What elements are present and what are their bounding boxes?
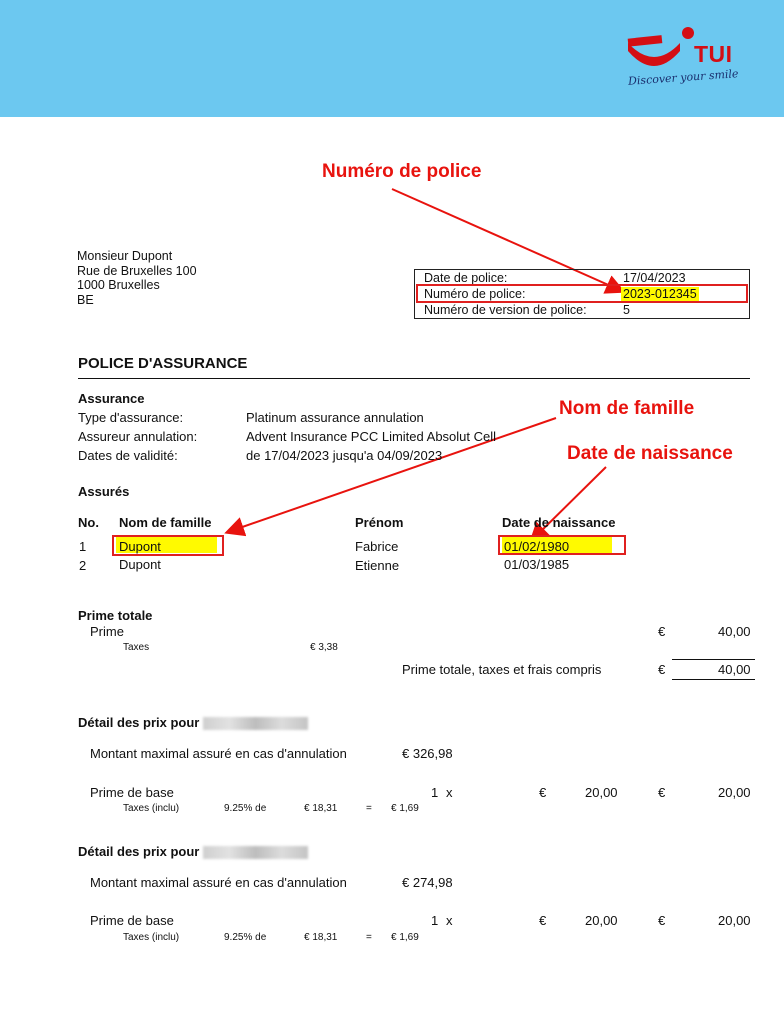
prime-totale-heading: Prime totale xyxy=(78,608,153,623)
row-2-no: 2 xyxy=(79,558,87,573)
row-1-no: 1 xyxy=(79,539,87,554)
detail-2-tax-amount: € 1,69 xyxy=(391,932,419,943)
detail-2-qty: 1 xyxy=(431,913,439,928)
detail-1-qty: 1 xyxy=(431,785,439,800)
highlight-box-policy-number xyxy=(416,284,748,303)
policy-number-value: 2023-012345 xyxy=(623,287,697,301)
total-label: Prime totale, taxes et frais compris xyxy=(402,662,602,677)
column-header-no: No. xyxy=(78,515,99,530)
total-currency: € xyxy=(658,662,666,677)
detail-2-max-value: € 274,98 xyxy=(402,875,453,890)
address-city: 1000 Bruxelles xyxy=(77,278,160,292)
detail-2-tax-label: Taxes (inclu) xyxy=(123,932,180,943)
column-header-nom: Nom de famille xyxy=(119,515,212,530)
detail-1-currency-total: € xyxy=(658,785,666,800)
detail-1-tax-rate: 9.25% de xyxy=(224,803,267,814)
insurer-value: Advent Insurance PCC Limited Absolut Cell xyxy=(246,429,497,444)
document-title: POLICE D'ASSURANCE xyxy=(78,355,248,372)
detail-2-max-label: Montant maximal assuré en cas d'annulation xyxy=(90,875,347,890)
annotation-numero-police: Numéro de police xyxy=(322,161,482,182)
detail-1-times: x xyxy=(446,785,453,800)
detail-2-currency-unit: € xyxy=(539,913,547,928)
detail-2-unit-price: 20,00 xyxy=(585,913,618,928)
detail-2-tax-rate: 9.25% de xyxy=(224,932,267,943)
policy-date-label: Date de police: xyxy=(424,271,508,285)
assurance-heading: Assurance xyxy=(78,391,145,406)
recipient-address xyxy=(77,249,197,307)
detail-1-tax-amount: € 1,69 xyxy=(391,803,419,814)
detail-1-heading-text: Détail des prix pour xyxy=(78,715,200,730)
detail-1-max-label: Montant maximal assuré en cas d'annulation xyxy=(90,746,347,761)
detail-2-total-price: 20,00 xyxy=(718,913,751,928)
highlight-box-naissance xyxy=(498,535,626,555)
detail-2-times: x xyxy=(446,913,453,928)
detail-2-currency-total: € xyxy=(658,913,666,928)
policy-date-value: 17/04/2023 xyxy=(623,271,686,285)
logo-tagline: Discover your smile xyxy=(627,67,739,88)
prime-value: 40,00 xyxy=(718,624,751,639)
detail-1-unit-price: 20,00 xyxy=(585,785,618,800)
total-top-rule xyxy=(672,659,755,660)
detail-2-base-label: Prime de base xyxy=(90,913,174,928)
row-2-nom: Dupont xyxy=(119,557,161,572)
detail-1-base-label: Prime de base xyxy=(90,785,174,800)
detail-1-equals: = xyxy=(366,803,372,814)
redacted-name-2 xyxy=(203,846,308,859)
validity-label: Dates de validité: xyxy=(78,448,178,463)
taxes-value: € 3,38 xyxy=(310,642,338,653)
row-1-prenom: Fabrice xyxy=(355,539,399,554)
total-value: 40,00 xyxy=(718,662,751,677)
row-1-nom: Dupont xyxy=(119,539,161,554)
highlight-box-nom xyxy=(112,535,224,556)
annotation-nom-famille: Nom de famille xyxy=(559,398,695,419)
total-bottom-rule xyxy=(672,679,755,680)
detail-1-max-value: € 326,98 xyxy=(402,746,453,761)
policy-number-label: Numéro de police: xyxy=(424,287,526,301)
detail-2-heading-text: Détail des prix pour xyxy=(78,844,200,859)
detail-1-tax-base: € 18,31 xyxy=(304,803,338,814)
logo-text: TUI xyxy=(694,41,733,67)
column-header-naissance: Date de naissance xyxy=(502,515,616,530)
detail-1-tax-label: Taxes (inclu) xyxy=(123,803,180,814)
detail-2-heading xyxy=(78,844,308,859)
title-rule xyxy=(78,378,750,379)
address-country: BE xyxy=(77,292,94,307)
policy-version-label: Numéro de version de police: xyxy=(424,303,587,317)
address-street: Rue de Bruxelles 100 xyxy=(77,263,197,278)
redacted-name-1 xyxy=(203,717,308,730)
type-label: Type d'assurance: xyxy=(78,410,184,425)
detail-1-heading xyxy=(78,715,308,730)
row-2-naissance: 01/03/1985 xyxy=(504,557,570,572)
row-2-prenom: Etienne xyxy=(355,558,400,573)
detail-1-currency-unit: € xyxy=(539,785,547,800)
prime-label: Prime xyxy=(90,624,124,639)
insurer-label: Assureur annulation: xyxy=(78,429,198,444)
detail-2-equals: = xyxy=(366,932,372,943)
row-1-naissance: 01/02/1980 xyxy=(504,539,570,554)
detail-2-tax-base: € 18,31 xyxy=(304,932,338,943)
address-name: Monsieur Dupont xyxy=(77,249,173,263)
detail-1-total-price: 20,00 xyxy=(718,785,751,800)
prime-currency: € xyxy=(658,624,666,639)
type-value: Platinum assurance annulation xyxy=(246,410,424,425)
validity-value: de 17/04/2023 jusqu'a 04/09/2023 xyxy=(246,448,443,463)
policy-version-value: 5 xyxy=(623,303,630,317)
column-header-prenom: Prénom xyxy=(355,515,404,530)
annotation-date-naissance: Date de naissance xyxy=(567,443,733,464)
assures-heading: Assurés xyxy=(78,484,130,499)
taxes-label: Taxes xyxy=(123,642,150,653)
